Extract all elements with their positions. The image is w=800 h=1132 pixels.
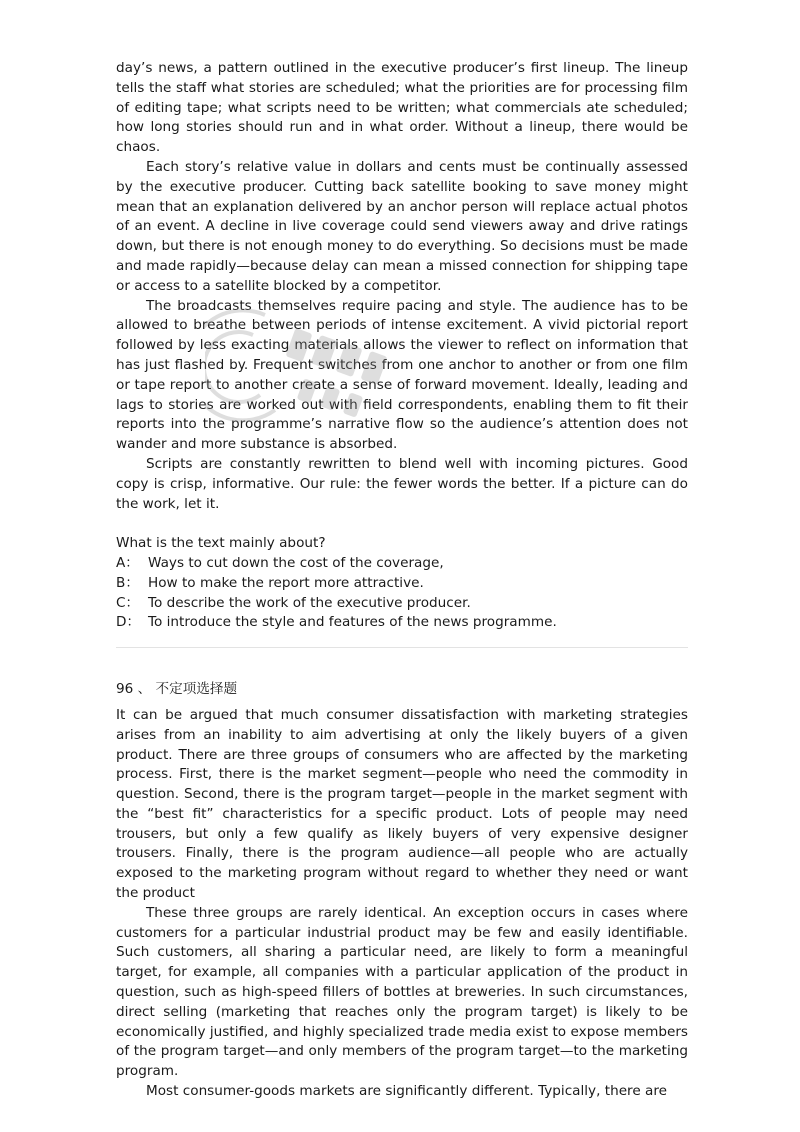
option-b-letter: B： (116, 574, 139, 591)
option-b-text: How to make the report more attractive. (148, 574, 424, 591)
option-a-letter: A： (116, 554, 139, 571)
document-page (116, 59, 688, 1102)
passage-2-paragraph-2: These three groups are rarely identical. An exception occurs in cases where customers for a particular industrial product may be few and easily identifiable. Such customers, all sharing a particular need, are likely to form a meaningful target, for example, all companies with a particular application of the product in question, such as high-speed fillers of bottles at breweries. In such circumstances, direct selling (marketing that reaches only the program target) is likely to be economically justified, and highly specialized trade media exist to expose members of the program target—and only members of the program target—to the marketing program. (116, 904, 688, 1080)
option-a-text: Ways to cut down the cost of the coverage, (148, 554, 444, 571)
option-d-letter: D： (116, 614, 141, 631)
question-text: What is the text mainly about? (116, 535, 326, 552)
question-96 (116, 680, 688, 1102)
option-b[interactable] (116, 574, 688, 594)
question-block (116, 534, 688, 633)
option-d-text: To introduce the style and features of the news programme. (148, 614, 557, 631)
passage-1-paragraph-1: day’s news, a pattern outlined in the executive producer’s first lineup. The lineup tells the staff what stories are scheduled; what the priorities are for processing film of editing tape; what scripts need to be written; what commercials ate scheduled; how long stories should run and in what order. Without a lineup, there would be chaos. (116, 60, 688, 156)
passage-2-paragraph-3: Most consumer-goods markets are significantly different. Typically, there are (146, 1083, 668, 1100)
passage-1-paragraph-4: Scripts are constantly rewritten to blend well with incoming pictures. Good copy is crisp, informative. Our rule: the fewer words the better. If a picture can do the work, let it. (116, 455, 688, 512)
option-c-letter: C： (116, 594, 140, 611)
passage-1 (116, 59, 688, 633)
section-divider (116, 647, 688, 648)
option-c-text: To describe the work of the executive producer. (148, 594, 471, 611)
option-d[interactable] (116, 613, 688, 633)
option-c[interactable] (116, 594, 688, 614)
passage-1-paragraph-3: The broadcasts themselves require pacing and style. The audience has to be allowed to breathe between periods of intense excitement. A vivid pictorial report followed by less exacting materials allows the viewer to reflect on information that has just flashed by. Frequent switches from one anchor to another or from one film or tape report to another create a sense of forward movement. Ideally, leading and lags to stories are worked out with field correspondents, enabling them to fit their reports into the programme’s narrative flow so the audience’s attention does not wander and more substance is absorbed. (116, 297, 688, 453)
option-a[interactable] (116, 554, 688, 574)
question-number-header: 96 、 不定项选择题 (116, 681, 238, 698)
passage-2-paragraph-1: It can be argued that much consumer dissatisfaction with marketing strategies arises from an inability to aim advertising at only the likely buyers of a given product. There are three groups of consumers who are affected by the marketing process. First, there is the market segment—people who need the commodity in question. Second, there is the program target—people in the market segment with the “best fit” characteristics for a specific product. Lots of people may need trousers, but only a few qualify as likely buyers of very expensive designer trousers. Finally, there is the program audience—all people who are actually exposed to the marketing program without regard to whether they need or want the product (116, 706, 688, 902)
passage-1-paragraph-2: Each story’s relative value in dollars and cents must be continually assessed by the executive producer. Cutting back satellite booking to save money might mean that an explanation delivered by an anchor person will replace actual photos of an event. A decline in live coverage could send viewers away and drive ratings down, but there is not enough money to do everything. So decisions must be made and made rapidly—because delay can mean a missed connection for shipping tape or access to a satellite blocked by a competitor. (116, 158, 688, 294)
